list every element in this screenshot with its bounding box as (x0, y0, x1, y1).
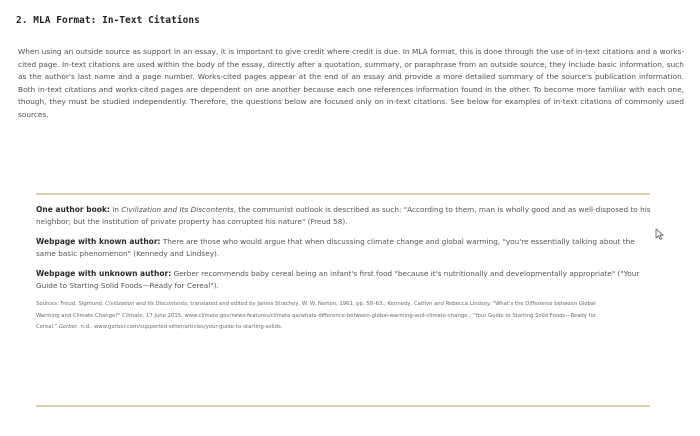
source-title: Gerber (58, 324, 78, 331)
examples-section (36, 204, 656, 334)
example-text: Gerber recommends baby cereal being an infant's first food "because it's nutritionally and developmentally appropriate" ("Your Guide to Starting Solid Foods—Ready for Cereal"). (36, 268, 640, 291)
example-text: In (109, 205, 122, 214)
sources-list (36, 299, 596, 333)
example-webpage-known-author (36, 236, 656, 261)
example-text: , the communist outlook is described as such: "According to them, man is wholly good and as well-disposed to his neighbor; but the institution of private property has corrupted his nature" (Freud 58). (36, 205, 651, 227)
sources-text: , 17 June 2015, www.climate.gov/news-features/climate-qa/whats-difference-between-global-warming-and-climate-change.; "Your Guide to Starting Solid Foods—Ready for Cereal." (36, 312, 596, 331)
cursor-icon (655, 225, 665, 237)
example-label: Webpage with known author: (36, 236, 161, 246)
example-label: Webpage with unknown author: (36, 268, 172, 278)
book-title: Civilization and Its Discontents (121, 205, 234, 214)
example-label: One author book: (36, 205, 110, 214)
intro-paragraph: When using an outside source as support in an essay, it is important to give credit where credit is due. In MLA format, this is done through the use of in-text citations and a works-cited page. In-text citations are used within the body of the essay, directly after a quotation, summary, or paraphrase from an outside source; they include basic information, such as the author's last name and a page number. Works-cited pages appear at the end of an essay and provide a more detailed summary of the source's publication information. Both in-text citations and works-cited pages are dependent on one another because each one references information found in the other. To become more familiar with each one, though, they must be studied independently. Therefore, the questions below are focused only on in-text citations. See below for examples of in-text citations of commonly used sources. (18, 47, 684, 119)
sources-text: , translated and edited by James Strachey, W. W. Norton, 1961, pp. 58–63.; Kennedy, Caitlyn and Rebecca Lindsey. "What's the Difference between Global Warming and Climate Change?" (36, 301, 596, 319)
source-title: Civilization and Its Discontents (105, 301, 187, 308)
sources-text: Sources: Freud, Sigmund. (36, 301, 106, 308)
example-one-author-book (36, 204, 656, 229)
example-text: There are those who would argue that when discussing climate change and global warming, "you're essentially talking about the same basic phenomenon" (Kennedy and Lindsey). (36, 236, 635, 259)
sources-text: , n.d., www.gerber.com/supported-sitter/articles/your-guide-to-starting-solids. (77, 324, 283, 331)
divider-top (36, 193, 650, 195)
divider-bottom (36, 405, 650, 407)
example-webpage-unknown-author (36, 268, 656, 293)
section-heading: 2. MLA Format: In-Text Citations (16, 15, 200, 26)
source-title: Climate (122, 312, 143, 319)
